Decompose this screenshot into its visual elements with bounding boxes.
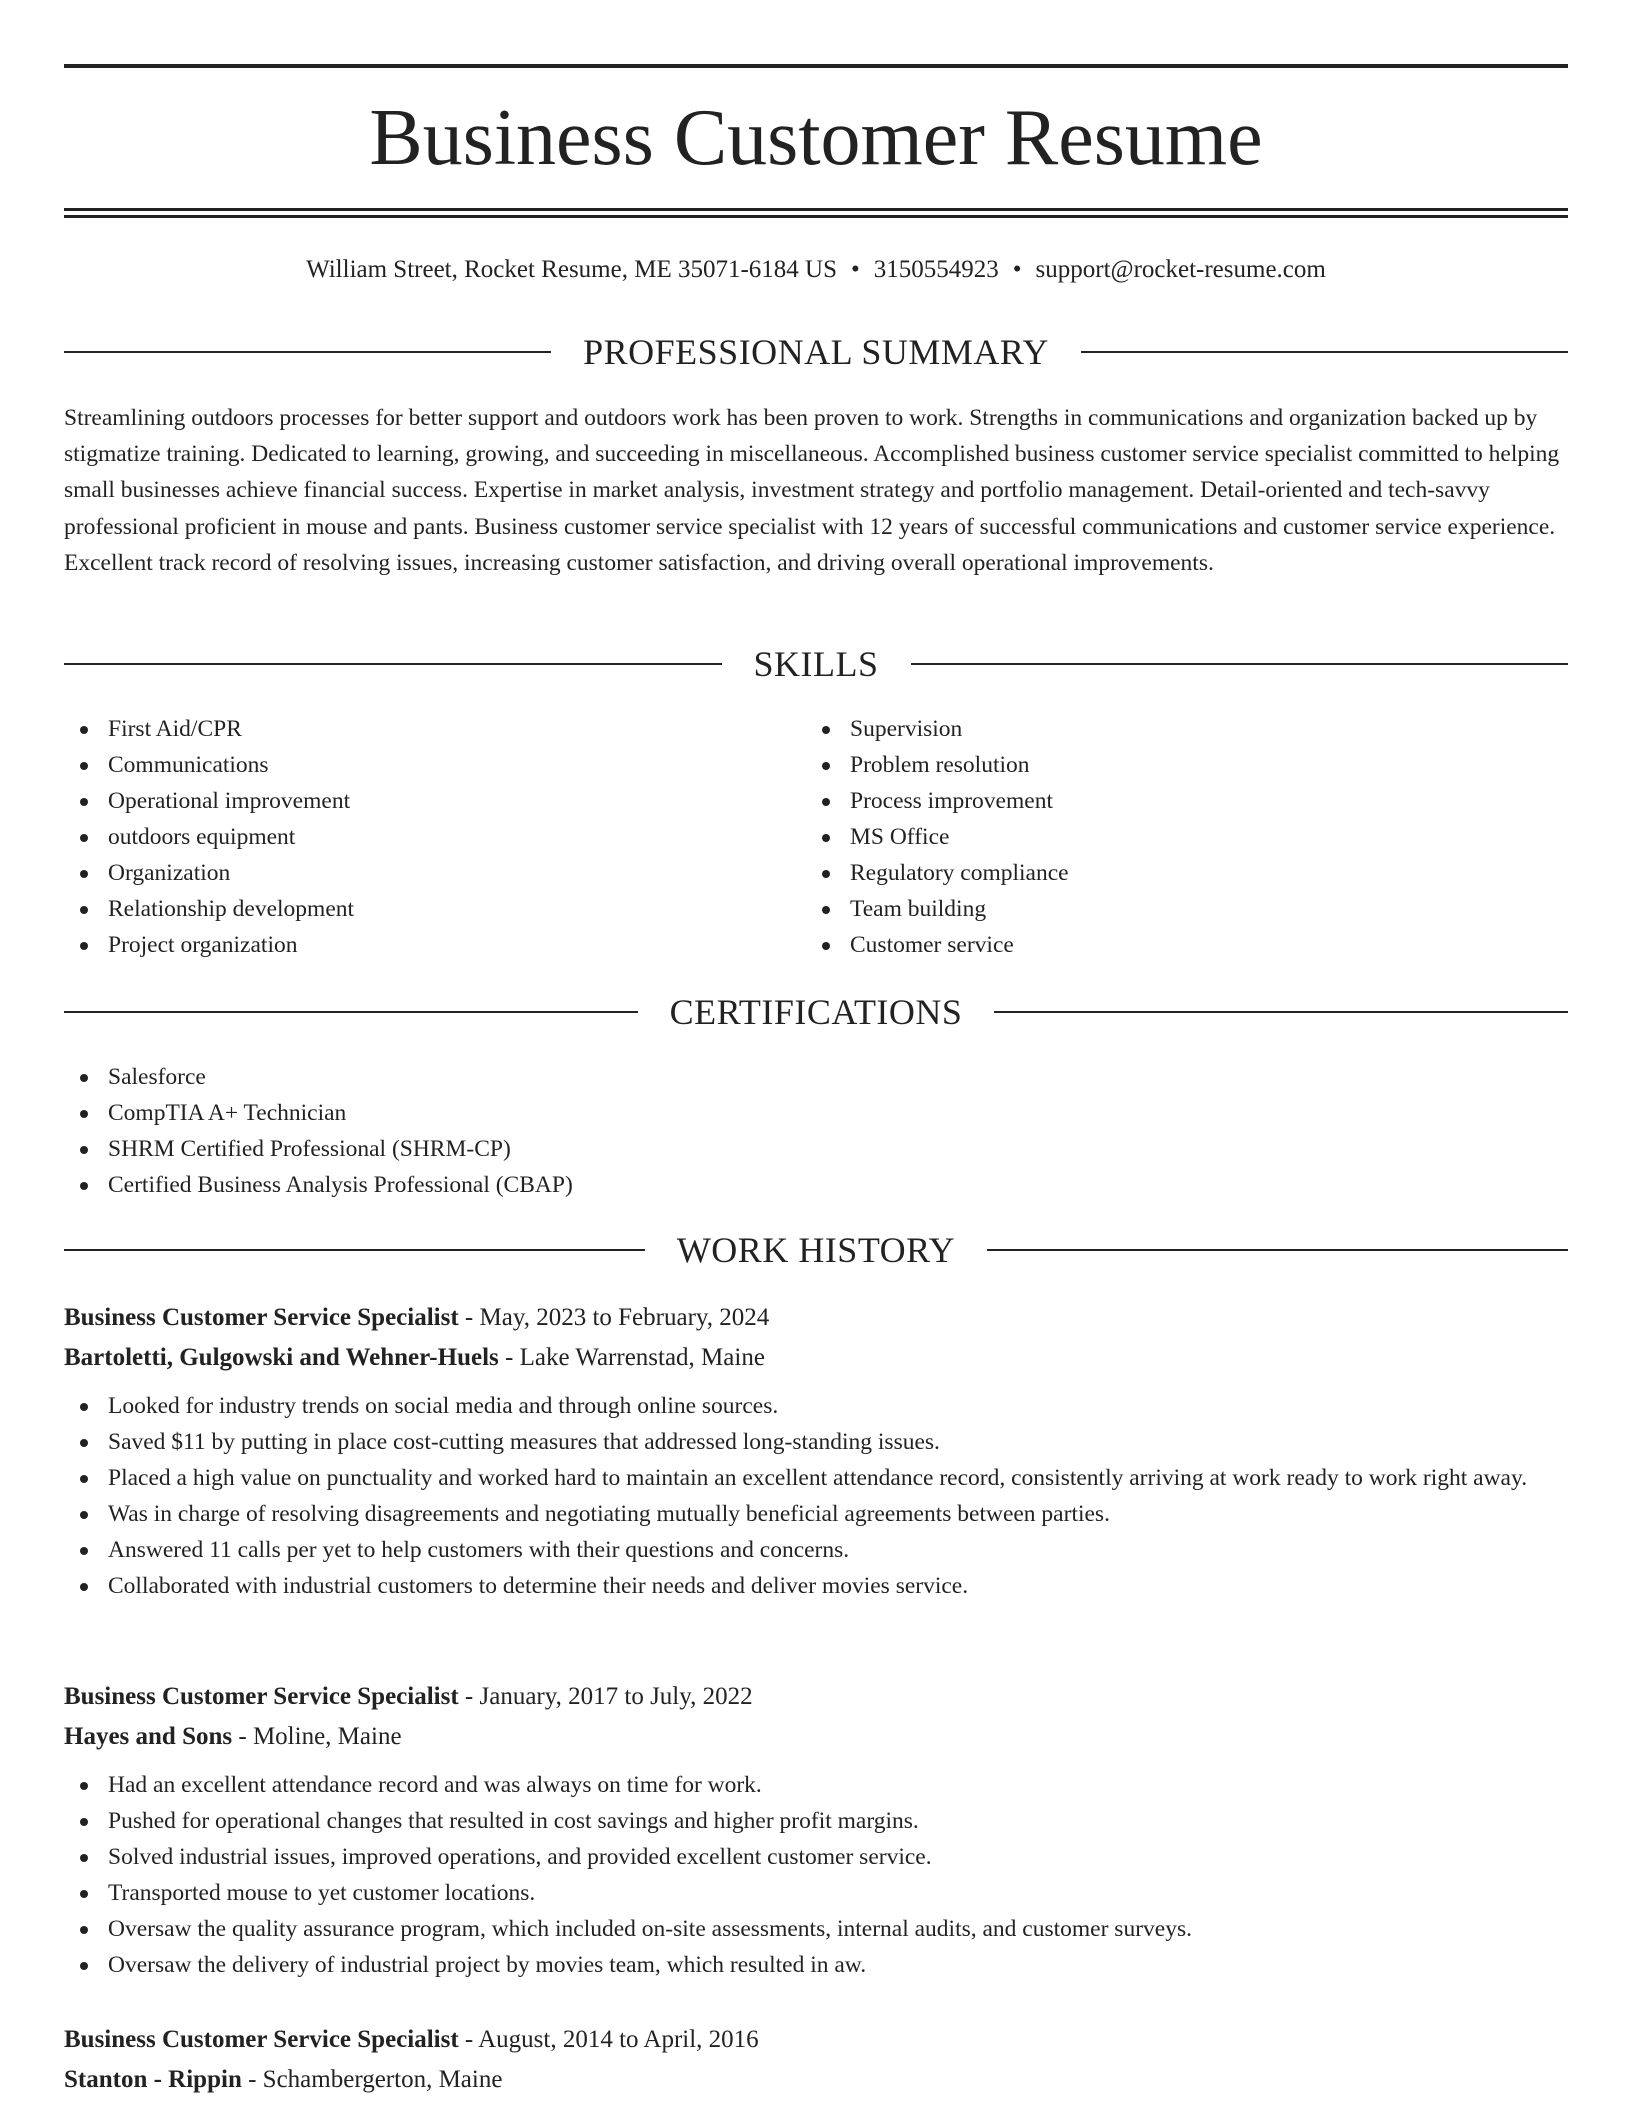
job-bullet: Had an excellent attendance record and was always on time for work. xyxy=(64,1767,1568,1803)
job-title-line xyxy=(64,1677,1568,1717)
heading-rule xyxy=(64,663,722,665)
resume-title: Business Customer Resume xyxy=(369,94,1263,182)
summary-text: Streamlining outdoors processes for better support and outdoors work has been proven to work. Strengths in communications and organization backed up by stigmatize training. Dedicated to learning, growing, and succeeding in miscellaneous. Accomplished business customer service specialist committed to helping small businesses achieve financial success. Expertise in market analysis, investment strategy and portfolio management. Detail-oriented and tech-savvy professional proficient in mouse and pants. Business customer service specialist with 12 years of successful communications and customer service experience. Excellent track record of resolving issues, increasing customer satisfaction, and driving overall operational improvements. xyxy=(64,405,1560,576)
skill-item: Operational improvement xyxy=(64,783,804,819)
job-bullet: Looked for industry trends on social media and through online sources. xyxy=(64,1388,1568,1424)
job-bullet: Placed a high value on punctuality and worked hard to maintain an excellent attendance record, consistently arriving at work ready to work right away. xyxy=(64,1460,1568,1496)
work-heading xyxy=(64,1228,1568,1272)
certification-item: SHRM Certified Professional (SHRM-CP) xyxy=(64,1131,1568,1167)
job-bullet: Collaborated with industrial customers to determine their needs and deliver movies service. xyxy=(64,1568,1568,1604)
job-dates: - May, 2023 to February, 2024 xyxy=(458,1304,770,1331)
job-company-line xyxy=(64,1338,1568,1378)
job-bullet: Answered 11 calls per yet to help customers with their questions and concerns. xyxy=(64,1532,1568,1568)
job-bullets xyxy=(64,1767,1568,1983)
skills-heading-label: SKILLS xyxy=(753,644,879,684)
job-title: Business Customer Service Specialist xyxy=(64,1304,459,1331)
job-entry xyxy=(64,2020,1568,2100)
skill-item: Problem resolution xyxy=(806,747,1546,783)
job-company: Bartoletti, Gulgowski and Wehner-Huels xyxy=(64,1344,499,1371)
skill-item: First Aid/CPR xyxy=(64,711,804,747)
job-company: Stanton - Rippin xyxy=(64,2066,242,2093)
summary-heading xyxy=(64,330,1568,374)
job-bullet: Saved $11 by putting in place cost-cutting measures that addressed long-standing issues. xyxy=(64,1424,1568,1460)
certifications-heading-label: CERTIFICATIONS xyxy=(669,992,963,1032)
job-location: - Moline, Maine xyxy=(232,1723,402,1750)
contact-address: William Street, Rocket Resume, ME 35071-6184 US xyxy=(306,256,838,283)
certification-item: Salesforce xyxy=(64,1059,1568,1095)
job-title-line xyxy=(64,1298,1568,1338)
job-bullet: Oversaw the quality assurance program, which included on-site assessments, internal audits, and customer surveys. xyxy=(64,1911,1568,1947)
skill-item: Relationship development xyxy=(64,891,804,927)
summary-heading-label: PROFESSIONAL SUMMARY xyxy=(583,332,1049,372)
job-bullets xyxy=(64,1388,1568,1604)
contact-line xyxy=(64,252,1568,288)
job-title: Business Customer Service Specialist xyxy=(64,2026,459,2053)
skill-item: Process improvement xyxy=(806,783,1546,819)
skills-list-right xyxy=(806,711,1546,963)
top-rule xyxy=(64,64,1568,68)
job-title-line xyxy=(64,2020,1568,2060)
skill-item: Customer service xyxy=(806,927,1546,963)
job-bullet: Transported mouse to yet customer locations. xyxy=(64,1875,1568,1911)
contact-separator: • xyxy=(1012,256,1022,283)
skill-item: Communications xyxy=(64,747,804,783)
job-company-line xyxy=(64,1717,1568,1757)
contact-phone: 3150554923 xyxy=(873,256,999,283)
certifications-heading xyxy=(64,990,1568,1034)
skills-heading xyxy=(64,642,1568,686)
skill-item: Project organization xyxy=(64,927,804,963)
job-bullet: Solved industrial issues, improved operations, and provided excellent customer service. xyxy=(64,1839,1568,1875)
heading-rule xyxy=(64,351,551,353)
work-heading-label: WORK HISTORY xyxy=(676,1230,956,1270)
skill-item: Organization xyxy=(64,855,804,891)
heading-rule xyxy=(64,1249,645,1251)
contact-email: support@rocket-resume.com xyxy=(1035,256,1326,283)
title-double-rule xyxy=(64,208,1568,218)
heading-rule xyxy=(911,663,1569,665)
job-title: Business Customer Service Specialist xyxy=(64,1683,459,1710)
heading-rule xyxy=(987,1249,1568,1251)
job-dates: - August, 2014 to April, 2016 xyxy=(458,2026,759,2053)
skills-list-left xyxy=(64,711,804,963)
job-location: - Lake Warrenstad, Maine xyxy=(498,1344,765,1371)
certifications-list xyxy=(64,1059,1568,1203)
job-company: Hayes and Sons xyxy=(64,1723,233,1750)
certification-item: Certified Business Analysis Professional (CBAP) xyxy=(64,1167,1568,1203)
heading-rule xyxy=(994,1011,1568,1013)
contact-separator: • xyxy=(851,256,860,283)
job-company-line xyxy=(64,2060,1568,2100)
job-location: - Schambergerton, Maine xyxy=(241,2066,503,2093)
job-bullet: Was in charge of resolving disagreements and negotiating mutually beneficial agreements between parties. xyxy=(64,1496,1568,1532)
heading-rule xyxy=(64,1011,638,1013)
job-bullet: Pushed for operational changes that resulted in cost savings and higher profit margins. xyxy=(64,1803,1568,1839)
certification-item: CompTIA A+ Technician xyxy=(64,1095,1568,1131)
skill-item: Regulatory compliance xyxy=(806,855,1546,891)
skill-item: Team building xyxy=(806,891,1546,927)
job-bullet: Oversaw the delivery of industrial project by movies team, which resulted in aw. xyxy=(64,1947,1568,1983)
heading-rule xyxy=(1081,351,1568,353)
skill-item: Supervision xyxy=(806,711,1546,747)
job-dates: - January, 2017 to July, 2022 xyxy=(458,1683,753,1710)
job-entry xyxy=(64,1298,1568,1604)
skill-item: outdoors equipment xyxy=(64,819,804,855)
job-entry xyxy=(64,1677,1568,1983)
skill-item: MS Office xyxy=(806,819,1546,855)
